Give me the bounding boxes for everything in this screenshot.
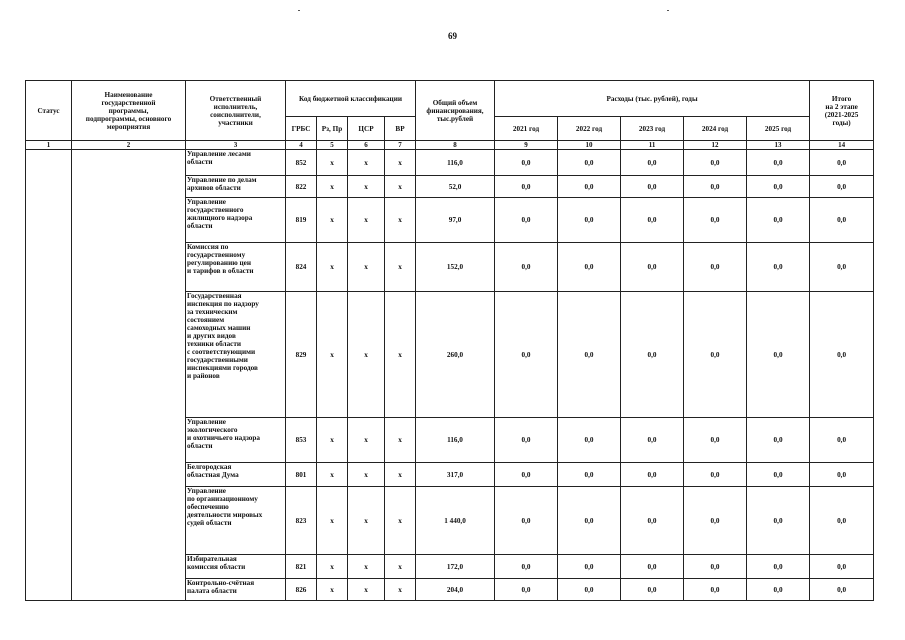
program-name-cell — [72, 150, 186, 601]
year-2023-cell: 0,0 — [621, 463, 684, 487]
column-number: 7 — [385, 141, 416, 150]
header-year-2021: 2021 год — [495, 117, 558, 141]
table-row — [26, 150, 874, 176]
year-2023-cell: 0,0 — [621, 579, 684, 601]
year-2023-cell: 0,0 — [621, 487, 684, 555]
year-2025-cell: 0,0 — [747, 292, 810, 418]
rz-pr-cell: х — [317, 487, 348, 555]
header-year-2022: 2022 год — [558, 117, 621, 141]
vr-cell: х — [385, 243, 416, 292]
executor-cell: Избирательная комиссия области — [186, 555, 286, 579]
year-2022-cell: 0,0 — [558, 487, 621, 555]
grbs-cell: 829 — [286, 292, 317, 418]
stage-total-cell: 0,0 — [810, 487, 874, 555]
csr-cell: х — [348, 292, 385, 418]
executor-cell: Управление по делам архивов области — [186, 176, 286, 198]
grbs-cell: 821 — [286, 555, 317, 579]
vr-cell: х — [385, 176, 416, 198]
year-2021-cell: 0,0 — [495, 243, 558, 292]
year-2021-cell: 0,0 — [495, 292, 558, 418]
header-status: Статус — [26, 81, 72, 141]
year-2022-cell: 0,0 — [558, 198, 621, 243]
csr-cell: х — [348, 579, 385, 601]
budget-table — [25, 80, 874, 601]
table-body — [26, 150, 874, 601]
grbs-cell: 823 — [286, 487, 317, 555]
total-cell: 52,0 — [416, 176, 495, 198]
year-2022-cell: 0,0 — [558, 150, 621, 176]
total-cell: 204,0 — [416, 579, 495, 601]
rz-pr-cell: х — [317, 292, 348, 418]
year-2024-cell: 0,0 — [684, 292, 747, 418]
year-2025-cell: 0,0 — [747, 487, 810, 555]
column-number: 13 — [747, 141, 810, 150]
vr-cell: х — [385, 555, 416, 579]
column-number: 3 — [186, 141, 286, 150]
year-2025-cell: 0,0 — [747, 579, 810, 601]
stage-total-cell: 0,0 — [810, 579, 874, 601]
csr-cell: х — [348, 198, 385, 243]
year-2022-cell: 0,0 — [558, 243, 621, 292]
grbs-cell: 853 — [286, 418, 317, 463]
column-number: 14 — [810, 141, 874, 150]
year-2022-cell: 0,0 — [558, 463, 621, 487]
csr-cell: х — [348, 555, 385, 579]
grbs-cell: 824 — [286, 243, 317, 292]
year-2023-cell: 0,0 — [621, 150, 684, 176]
year-2023-cell: 0,0 — [621, 243, 684, 292]
total-cell: 97,0 — [416, 198, 495, 243]
year-2024-cell: 0,0 — [684, 198, 747, 243]
column-number: 1 — [26, 141, 72, 150]
header-year-2023: 2023 год — [621, 117, 684, 141]
total-cell: 317,0 — [416, 463, 495, 487]
grbs-cell: 826 — [286, 579, 317, 601]
year-2024-cell: 0,0 — [684, 176, 747, 198]
executor-cell: Управление лесами области — [186, 150, 286, 176]
header-total-financing: Общий объем финансирования, тыс.рублей — [416, 81, 495, 141]
csr-cell: х — [348, 176, 385, 198]
stage-total-cell: 0,0 — [810, 418, 874, 463]
stage-total-cell: 0,0 — [810, 150, 874, 176]
year-2022-cell: 0,0 — [558, 176, 621, 198]
year-2021-cell: 0,0 — [495, 418, 558, 463]
executor-cell: Управление экологического и охотничьего надзора области — [186, 418, 286, 463]
year-2024-cell: 0,0 — [684, 150, 747, 176]
year-2025-cell: 0,0 — [747, 463, 810, 487]
year-2022-cell: 0,0 — [558, 555, 621, 579]
year-2025-cell: 0,0 — [747, 198, 810, 243]
total-cell: 116,0 — [416, 150, 495, 176]
column-number: 2 — [72, 141, 186, 150]
executor-cell: Комиссия по государственному регулированию цен и тарифов в области — [186, 243, 286, 292]
header-responsible: Ответственный исполнитель, соисполнители, участники — [186, 81, 286, 141]
year-2024-cell: 0,0 — [684, 463, 747, 487]
header-year-2024: 2024 год — [684, 117, 747, 141]
column-number: 11 — [621, 141, 684, 150]
column-number: 4 — [286, 141, 317, 150]
rz-pr-cell: х — [317, 176, 348, 198]
year-2024-cell: 0,0 — [684, 487, 747, 555]
rz-pr-cell: х — [317, 555, 348, 579]
column-number: 9 — [495, 141, 558, 150]
rz-pr-cell: х — [317, 243, 348, 292]
grbs-cell: 819 — [286, 198, 317, 243]
year-2023-cell: 0,0 — [621, 176, 684, 198]
vr-cell: х — [385, 579, 416, 601]
year-2021-cell: 0,0 — [495, 463, 558, 487]
stage-total-cell: 0,0 — [810, 555, 874, 579]
stage-total-cell: 0,0 — [810, 243, 874, 292]
csr-cell: х — [348, 487, 385, 555]
header-program-name: Наименование государственной программы, подпрограммы, основного мероприятия — [72, 81, 186, 141]
column-numbers-row — [26, 141, 874, 150]
header-rz-pr: Рз, Пр — [317, 117, 348, 141]
year-2022-cell: 0,0 — [558, 292, 621, 418]
grbs-cell: 852 — [286, 150, 317, 176]
executor-cell: Управление государственного жилищного надзора области — [186, 198, 286, 243]
column-number: 6 — [348, 141, 385, 150]
year-2025-cell: 0,0 — [747, 418, 810, 463]
year-2025-cell: 0,0 — [747, 150, 810, 176]
stage-total-cell: 0,0 — [810, 292, 874, 418]
total-cell: 116,0 — [416, 418, 495, 463]
year-2024-cell: 0,0 — [684, 555, 747, 579]
executor-cell: Управление по организационному обеспечению деятельности мировых судей области — [186, 487, 286, 555]
year-2023-cell: 0,0 — [621, 418, 684, 463]
executor-cell: Белгородская областная Дума — [186, 463, 286, 487]
executor-cell: Государственная инспекция по надзору за техническим состоянием самоходных машин и других видов техники области с соответствующими государственными инспекциями городов и районов — [186, 292, 286, 418]
vr-cell: х — [385, 418, 416, 463]
grbs-cell: 801 — [286, 463, 317, 487]
rz-pr-cell: х — [317, 150, 348, 176]
year-2021-cell: 0,0 — [495, 579, 558, 601]
header-csr: ЦСР — [348, 117, 385, 141]
scan-mark — [298, 10, 300, 11]
vr-cell: х — [385, 198, 416, 243]
column-number: 12 — [684, 141, 747, 150]
header-expenses: Расходы (тыс. рублей), годы — [495, 81, 810, 117]
csr-cell: х — [348, 418, 385, 463]
year-2024-cell: 0,0 — [684, 243, 747, 292]
header-year-2025: 2025 год — [747, 117, 810, 141]
stage-total-cell: 0,0 — [810, 176, 874, 198]
column-number: 5 — [317, 141, 348, 150]
column-number: 8 — [416, 141, 495, 150]
csr-cell: х — [348, 150, 385, 176]
column-number: 10 — [558, 141, 621, 150]
year-2024-cell: 0,0 — [684, 418, 747, 463]
year-2025-cell: 0,0 — [747, 243, 810, 292]
year-2023-cell: 0,0 — [621, 292, 684, 418]
rz-pr-cell: х — [317, 579, 348, 601]
vr-cell: х — [385, 487, 416, 555]
total-cell: 1 440,0 — [416, 487, 495, 555]
header-budget-code: Код бюджетной классификации — [286, 81, 416, 117]
rz-pr-cell: х — [317, 463, 348, 487]
csr-cell: х — [348, 243, 385, 292]
year-2021-cell: 0,0 — [495, 198, 558, 243]
executor-cell: Контрольно-счётная палата области — [186, 579, 286, 601]
rz-pr-cell: х — [317, 198, 348, 243]
year-2021-cell: 0,0 — [495, 487, 558, 555]
year-2023-cell: 0,0 — [621, 198, 684, 243]
csr-cell: х — [348, 463, 385, 487]
stage-total-cell: 0,0 — [810, 463, 874, 487]
total-cell: 152,0 — [416, 243, 495, 292]
year-2025-cell: 0,0 — [747, 176, 810, 198]
scan-mark — [667, 10, 669, 11]
header-grbs: ГРБС — [286, 117, 317, 141]
header-stage-total: Итого на 2 этапе (2021-2025 годы) — [810, 81, 874, 141]
year-2024-cell: 0,0 — [684, 579, 747, 601]
year-2025-cell: 0,0 — [747, 555, 810, 579]
page-number: 69 — [448, 31, 457, 41]
year-2023-cell: 0,0 — [621, 555, 684, 579]
status-cell — [26, 150, 72, 601]
vr-cell: х — [385, 150, 416, 176]
year-2021-cell: 0,0 — [495, 176, 558, 198]
total-cell: 172,0 — [416, 555, 495, 579]
header-vr: ВР — [385, 117, 416, 141]
year-2022-cell: 0,0 — [558, 579, 621, 601]
year-2022-cell: 0,0 — [558, 418, 621, 463]
total-cell: 260,0 — [416, 292, 495, 418]
rz-pr-cell: х — [317, 418, 348, 463]
year-2021-cell: 0,0 — [495, 150, 558, 176]
grbs-cell: 822 — [286, 176, 317, 198]
vr-cell: х — [385, 292, 416, 418]
vr-cell: х — [385, 463, 416, 487]
year-2021-cell: 0,0 — [495, 555, 558, 579]
table-header — [26, 81, 874, 150]
stage-total-cell: 0,0 — [810, 198, 874, 243]
